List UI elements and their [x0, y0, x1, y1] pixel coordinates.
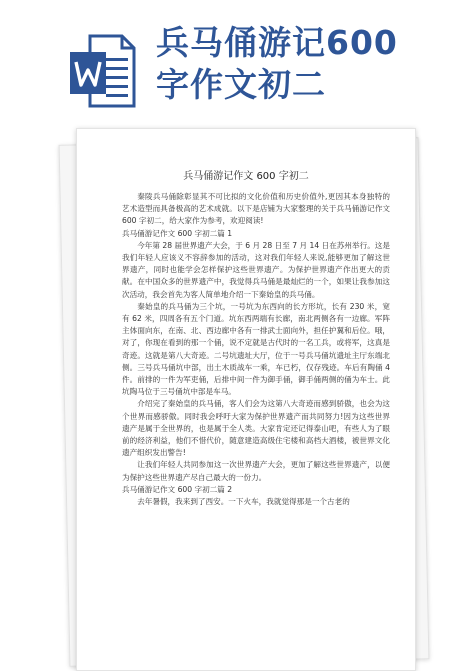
banner-title	[156, 22, 466, 106]
word-document-icon	[68, 30, 138, 112]
banner-title-line-2: 字作文初二	[156, 65, 326, 104]
document-title: 兵马俑游记作文 600 字初二	[183, 171, 309, 182]
header-banner	[0, 0, 474, 130]
section-heading: 兵马俑游记作文 600 字初二篇 1	[122, 228, 233, 238]
document-page	[76, 128, 416, 671]
body-paragraph: 秦始皇的兵马俑为三个坑，一号坑为东西向的长方形坑，长有 230 米，宽有 62 米，四周各有五个门道。坑东西两端有长廊，南北两侧各有一边廊。军阵主体面向东，在南、北、西边廊中各有一排武士面向外，担任护翼和后位。哦，对了，你现在看到的那一个俑，说不定就是古代时的一名工兵，或将军，这真是奇迹。这就是第八大奇迹。二号坑遗址大厅，位于一号兵马俑坑遗址主厅东端北侧。三号兵马俑坑中部，出土木质战车一乘，车已朽，仅存残迹。车后有陶俑 4 件。前排的一件为军吏俑，后排中间一件为御手俑，御手俑两侧的俑为车士。此坑陶马位于三号俑坑中部是车马。	[122, 301, 390, 397]
section-heading: 兵马俑游记作文 600 字初二篇 2	[122, 484, 233, 494]
body-paragraph: 今年第 28 届世界遗产大会，于 6 月 28 日至 7 月 14 日在苏州举行。这是我们年轻人应该义不容辞参加的活动，这对我们年轻人来说,能够更加了解这世界遗产，同时也能学会怎样保护这些世界遗产。为保护世界遗产作出更大的贡献。在中国众多的世界遗产中，我觉得兵马俑是最灿烂的一个，如果让我参加这次活动，我会首先为客人简单地介绍一下秦始皇的兵马俑。	[122, 240, 390, 299]
body-paragraph: 让我们年轻人共同参加这一次世界遗产大会，更加了解这些世界遗产，以便为保护这些世界遗产尽自己最大的一份力。	[122, 460, 390, 482]
body-paragraph: 去年暑假，我来到了西安。一下火车，我就觉得那是一个古老的	[137, 497, 350, 507]
body-paragraph: 介绍完了秦始皇的兵马俑，客人们会为这第八大奇迹而感到骄傲，也会为这个世界而感骄傲。同时我会呼吁大家为保护世界遗产而共同努力!因为这些世界遗产是属于全世界的，也是属于全人类。大家肯定还记得泰山吧，有些人为了眼前的经济利益，他们不惜代价，随意建造高级住宅楼和高档大酒楼，被世界文化遗产组织发出警告!	[122, 399, 390, 458]
intro-paragraph: 秦陵兵马俑除彰显其不可比拟的文化价值和历史价值外,更因其本身独特的艺术造型而具备极高的艺术成就。以下是店铺为大家整理的关于兵马俑游记作文 600 字初二，给大家作为参考，欢迎阅读!	[122, 192, 390, 226]
banner-title-line-1: 兵马俑游记600	[156, 23, 398, 62]
document-body	[122, 191, 390, 508]
